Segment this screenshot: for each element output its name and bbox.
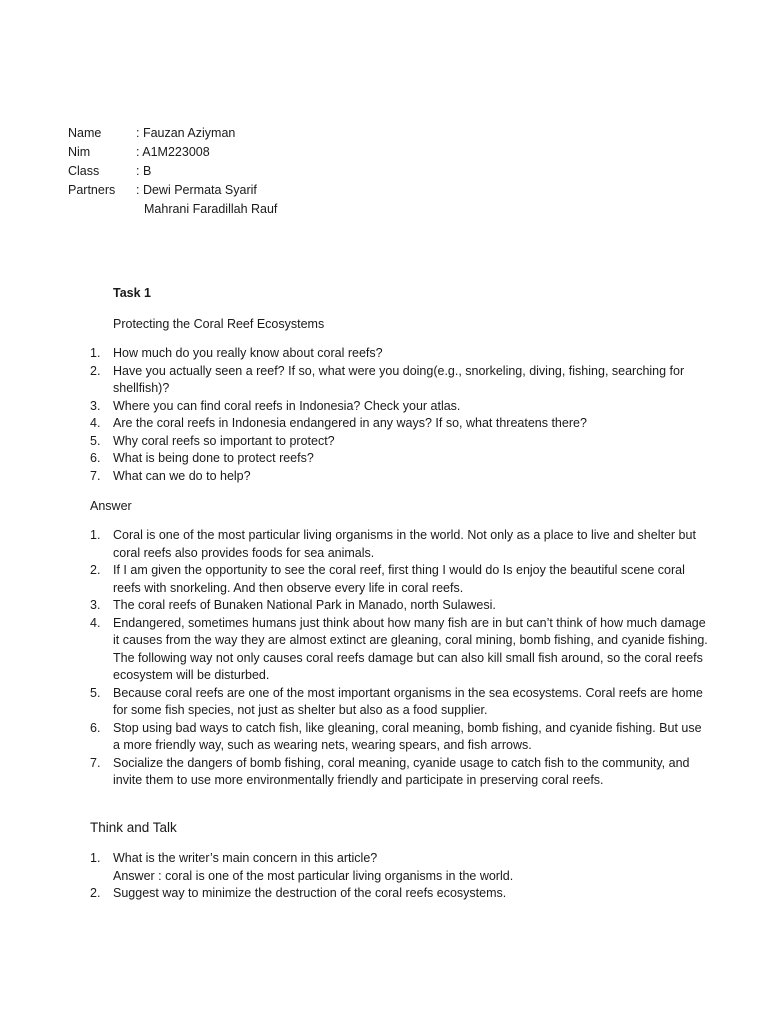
question-item [90, 415, 710, 433]
question-item [90, 363, 710, 398]
list-number: 7. [90, 755, 101, 770]
task-subtitle: Protecting the Coral Reef Ecosystems [113, 317, 325, 331]
nim-value: : A1M223008 [136, 145, 210, 159]
info-row-partners [68, 181, 277, 200]
name-label: Name [68, 126, 102, 140]
answer-list [90, 527, 710, 790]
list-item-text: If I am given the opportunity to see the coral reef, first thing I would do Is enjoy the beautiful scene coral reefs with snorkeling. And then observe every life in coral reefs. [113, 563, 685, 595]
list-item-text: How much do you really know about coral reefs? [113, 346, 383, 360]
question-list [90, 345, 710, 485]
name-value: : Fauzan Aziyman [136, 126, 236, 140]
list-number: 5. [90, 433, 101, 448]
info-row-nim [68, 143, 277, 162]
think-item [90, 850, 710, 885]
partners-value: : Dewi Permata Syarif [136, 183, 257, 197]
answer-item [90, 527, 710, 562]
list-item-text: Have you actually seen a reef? If so, what were you doing(e.g., snorkeling, diving, fishing, searching for shellfish)? [113, 363, 685, 395]
list-number: 5. [90, 685, 101, 700]
list-item-text: Why coral reefs so important to protect? [113, 433, 335, 448]
list-number: 3. [90, 598, 101, 612]
list-number: 7. [90, 468, 101, 483]
student-info-block [68, 124, 277, 219]
class-label: Class [68, 164, 100, 178]
think-and-talk-heading: Think and Talk [90, 820, 177, 835]
list-item-text: What is being done to protect reefs? [113, 451, 314, 465]
info-row-class [68, 162, 277, 181]
list-number: 1. [90, 346, 101, 360]
list-item-text: Where you can find coral reefs in Indonesia? Check your atlas. [113, 398, 461, 413]
question-item [90, 468, 710, 486]
list-number: 6. [90, 451, 101, 465]
question-item [90, 450, 710, 468]
list-number: 3. [90, 398, 101, 413]
think-and-talk-list [90, 850, 710, 903]
list-number: 6. [90, 720, 101, 735]
list-number: 4. [90, 416, 101, 430]
list-item-text: The coral reefs of Bunaken National Park in Manado, north Sulawesi. [113, 598, 496, 612]
list-number: 1. [90, 851, 101, 865]
class-value: : B [136, 164, 152, 178]
question-item [90, 433, 710, 451]
answer-item [90, 685, 710, 720]
answer-item [90, 615, 710, 685]
answer-item [90, 720, 710, 755]
answer-item [90, 597, 710, 615]
sub-answer-text: Answer : coral is one of the most particular living organisms in the world. [113, 868, 514, 883]
list-number: 2. [90, 563, 101, 577]
list-item-text: Are the coral reefs in Indonesia endangered in any ways? If so, what threatens there? [113, 416, 587, 430]
list-number: 1. [90, 528, 101, 542]
list-item-text: Endangered, sometimes humans just think about how many fish are in but can’t think of how much damage it causes from the way they are almost extinct are gleaning, coral mining, bomb fishing, and cyanide fishing. The following way not only causes coral reefs damage but can also kill small fish around, so the coral reefs ecosystem will be disturbed. [113, 615, 708, 682]
partners-label: Partners [68, 183, 116, 197]
question-item [90, 398, 710, 416]
list-number: 2. [90, 363, 101, 378]
answer-heading: Answer [90, 499, 132, 513]
list-number: 4. [90, 615, 101, 630]
question-item [90, 345, 710, 363]
list-item-text: Because coral reefs are one of the most important organisms in the sea ecosystems. Coral reefs are home for some fish species, not just as shelter but also as a food supplier. [113, 685, 703, 717]
nim-label: Nim [68, 145, 91, 159]
list-item-text: Coral is one of the most particular living organisms in the world. Not only as a place to live and shelter but coral reefs also provides foods for sea animals. [113, 528, 696, 560]
think-item [90, 885, 710, 903]
list-item-text: Suggest way to minimize the destruction of the coral reefs ecosystems. [113, 886, 507, 900]
info-row-name [68, 124, 277, 143]
answer-item [90, 755, 710, 790]
partners-extra: Mahrani Faradillah Rauf [144, 202, 278, 216]
answer-item [90, 562, 710, 597]
task-title: Task 1 [113, 286, 151, 300]
list-item-text: Stop using bad ways to catch fish, like gleaning, coral meaning, bomb fishing, and cyanide fishing. But use a more friendly way, such as wearing nets, wearing spears, and fish arrows. [113, 720, 702, 752]
list-item-text: Socialize the dangers of bomb fishing, coral meaning, cyanide usage to catch fish to the community, and invite them to use more environmentally friendly and participate in preserving coral reefs. [113, 755, 690, 787]
list-item-text: What can we do to help? [113, 468, 251, 483]
list-item-text: What is the writer’s main concern in this article? [113, 851, 378, 865]
list-number: 2. [90, 886, 101, 900]
